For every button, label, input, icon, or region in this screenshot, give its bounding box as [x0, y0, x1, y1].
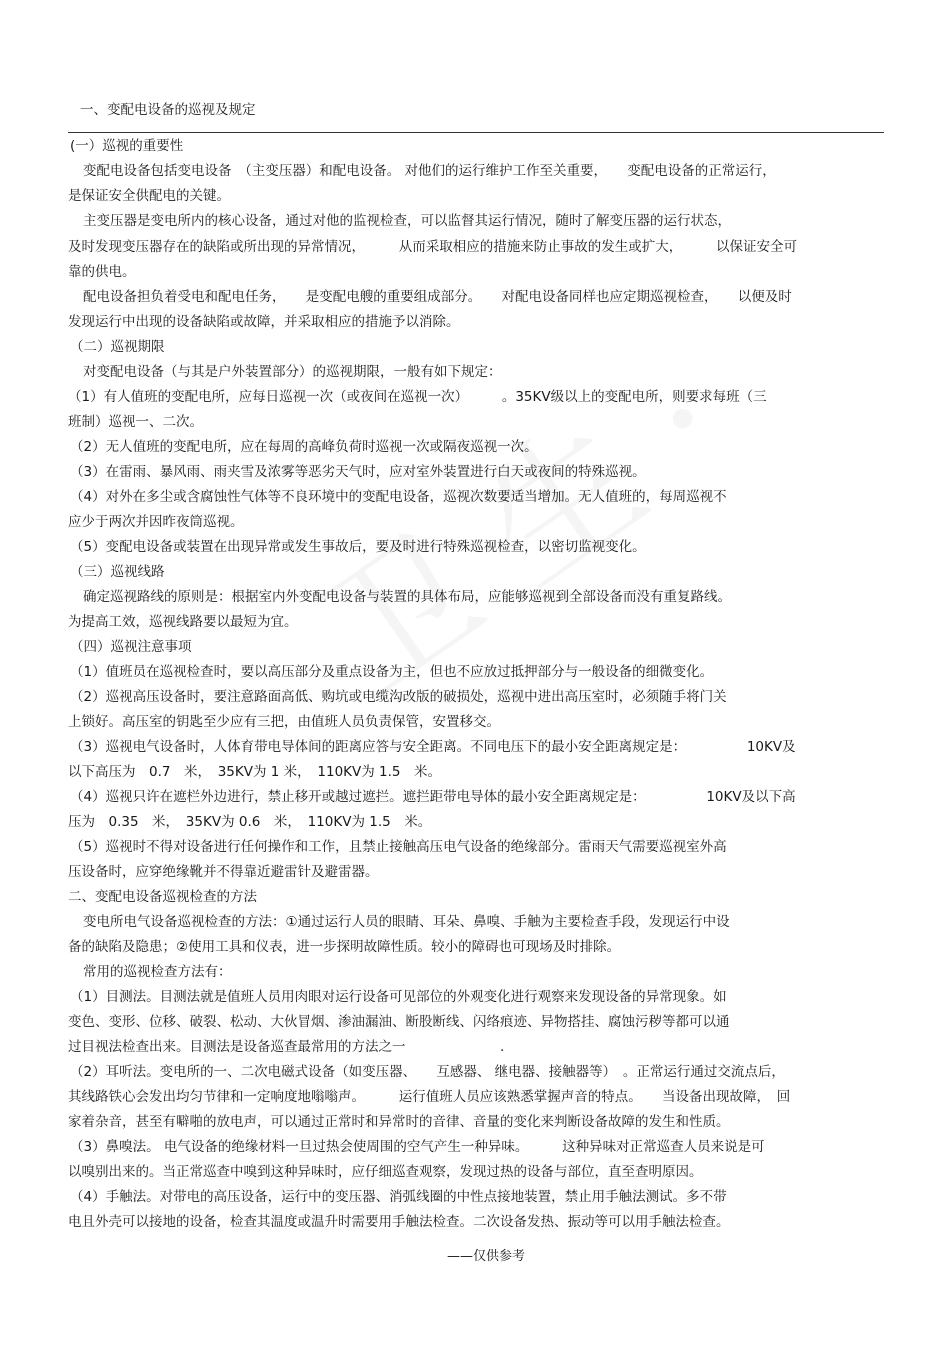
text-line: 变电所电气设备巡视检查的方法：①通过运行人员的眼睛、耳朵、鼻嗅、手触为主要检查手段，发现运行中设 — [83, 914, 730, 930]
text-line: (一）巡视的重要性 — [70, 138, 184, 154]
text-line: 常用的巡视检查方法有： — [83, 964, 232, 980]
text-line: 配电设备担负着受电和配电任务， 是变配电艘的重要组成部分。 对配电设备同样也应定期巡视检查， 以便及时 — [83, 289, 792, 305]
text-line: 为提高工效，巡视线路要以最短为宜。 — [68, 614, 298, 630]
text-line: （2）无人值班的变配电所，应在每周的高峰负荷时巡视一次或隔夜巡视一次。 — [70, 439, 538, 455]
text-line: 及时发现变压器存在的缺陷或所出现的异常情况， 从而采取相应的措施来防止事故的发生或扩大， 以保证安全可 — [68, 239, 797, 255]
text-line: 电且外壳可以接地的设备，检查其温度或温升时需要用手触法检查。二次设备发热、振动等可以用手触法检查。 — [68, 1214, 730, 1230]
text-line: 二、变配电设备巡视检查的方法 — [68, 889, 257, 905]
text-line: 靠的供电。 — [68, 264, 136, 280]
text-line: 对变配电设备（与其是户外装置部分）的巡视期限，一般有如下规定： — [83, 364, 502, 380]
text-line: （3）在雷雨、暴风雨、雨夹雪及浓雾等恶劣天气时，应对室外装置进行白天或夜间的特殊巡视。 — [70, 464, 646, 480]
page-footer: ——仅供参考 — [447, 1249, 526, 1264]
text-line: 发现运行中出现的设备缺陷或故障，并采取相应的措施予以消除。 — [68, 314, 460, 330]
text-line: （1）值班员在巡视检查时，要以高压部分及重点设备为主，但也不应放过抵押部分与一般设备的细微变化。 — [70, 664, 714, 680]
text-line: （3）鼻嗅法。 电气设备的绝缘材料一旦过热会使周围的空气产生一种异味。 这种异味对正常巡查人员来说是可 — [70, 1139, 765, 1155]
text-line: （4）对外在多尘或含腐蚀性气体等不良环境中的变配电设备，巡视次数要适当增加。无人值班的，每周巡视不 — [70, 489, 727, 505]
text-line: 应少于两次并因昨夜筒巡视。 — [68, 514, 244, 530]
text-line: 变配电设备包括变电设备 （主变压器）和配电设备。 对他们的运行维护工作至关重要， 变配电设备的正常运行， — [83, 163, 776, 179]
text-line: （三）巡视线路 — [70, 564, 165, 580]
text-line: 是保证安全供配电的关键。 — [68, 188, 230, 204]
text-line: （4）巡视只许在遮栏外边进行，禁止移开或越过遮拦。遮拦距带电导体的最小安全距离规定是： 10KV及以下高 — [70, 789, 796, 805]
text-line: （3）巡视电气设备时，人体育带电导体间的距离应答与安全距离。不同电压下的最小安全距离规定是： 10KV及 — [70, 739, 796, 755]
text-line: （1）有人值班的变配电所，应每日巡视一次（或夜间在巡视一次） 。35KV级以上的变配电所，则要求每班（三 — [68, 389, 767, 405]
text-line: 确定巡视路线的原则是：根据室内外变配电设备与装置的具体布局，应能够巡视到全部设备而没有重复路线。 — [83, 589, 731, 605]
section-heading: 一、变配电设备的巡视及规定 — [80, 102, 256, 118]
text-line: （1）目测法。目测法就是值班人员用肉眼对运行设备可见部位的外观变化进行观察来发现设备的异常现象。如 — [70, 989, 727, 1005]
text-line: 家着杂音，甚至有噼啪的放电声，可以通过正常时和异常时的音律、音量的变化来判断设备故障的发生和性质。 — [68, 1114, 730, 1130]
header-rule — [68, 132, 884, 133]
text-line: 压设备时，应穿绝缘靴并不得靠近避雷针及避雷器。 — [68, 864, 379, 880]
text-line: （5）巡视时不得对设备进行任何操作和工作，且禁止接触高压电气设备的绝缘部分。雷雨天气需要巡视室外高 — [70, 839, 727, 855]
text-line: 主变压器是变电所内的核心设备，通过对他的监视检查，可以监督其运行情况，随时了解变压器的运行状态， — [83, 213, 731, 229]
text-line: 班制）巡视一、二次。 — [68, 414, 203, 430]
text-line: 上锁好。高压室的钥匙至少应有三把，由值班人员负责保管，安置移交。 — [68, 714, 500, 730]
text-line: 过目视法检查出来。目测法是设备巡查最常用的方法之一 . — [68, 1039, 505, 1055]
text-line: （2）耳听法。变电所的一、二次电磁式设备（如变压器、 互感器、 继电器、接触器等） 。正常运行通过交流点后， — [70, 1064, 785, 1080]
text-line: 以嗅别出来的。当正常巡查中嗅到这种异味时，应仔细巡查观察，发现过热的设备与部位，直至查明原因。 — [68, 1164, 703, 1180]
text-line: （四）巡视注意事项 — [70, 639, 192, 655]
text-line: 变色、变形、位移、破裂、松动、大伙冒烟、渗油漏油、断股断线、闪络痕迹、异物搭挂、腐蚀污秽等都可以通 — [68, 1014, 730, 1030]
text-line: 以下高压为 0.7 米， 35KV为 1 米， 110KV为 1.5 米。 — [68, 764, 442, 780]
text-line: （4）手触法。对带电的高压设备，运行中的变压器、消弧线圈的中性点接地装置，禁止用手触法测试。多不带 — [70, 1189, 727, 1205]
text-line: 其线路铁心会发出均匀节律和一定响度地嗡嗡声。 运行值班人员应该熟悉掌握声音的特点。 当设备出现故障， 回 — [68, 1089, 791, 1105]
text-line: 备的缺陷及隐患；②使用工具和仪表，进一步探明故障性质。较小的障碍也可现场及时排除。 — [68, 939, 621, 955]
text-line: （5）变配电设备或装置在出现异常或发生事故后，要及时进行特殊巡视检查，以密切监视变化。 — [70, 539, 646, 555]
text-line: 压为 0.35 米， 35KV为 0.6 米， 110KV为 1.5 米。 — [68, 814, 432, 830]
text-line: （2）巡视高压设备时，要注意路面高低、购坑或电缆沟改版的破损处，巡视中进出高压室时，必须随手将门关 — [70, 689, 727, 705]
text-line: （二）巡视期限 — [70, 339, 165, 355]
